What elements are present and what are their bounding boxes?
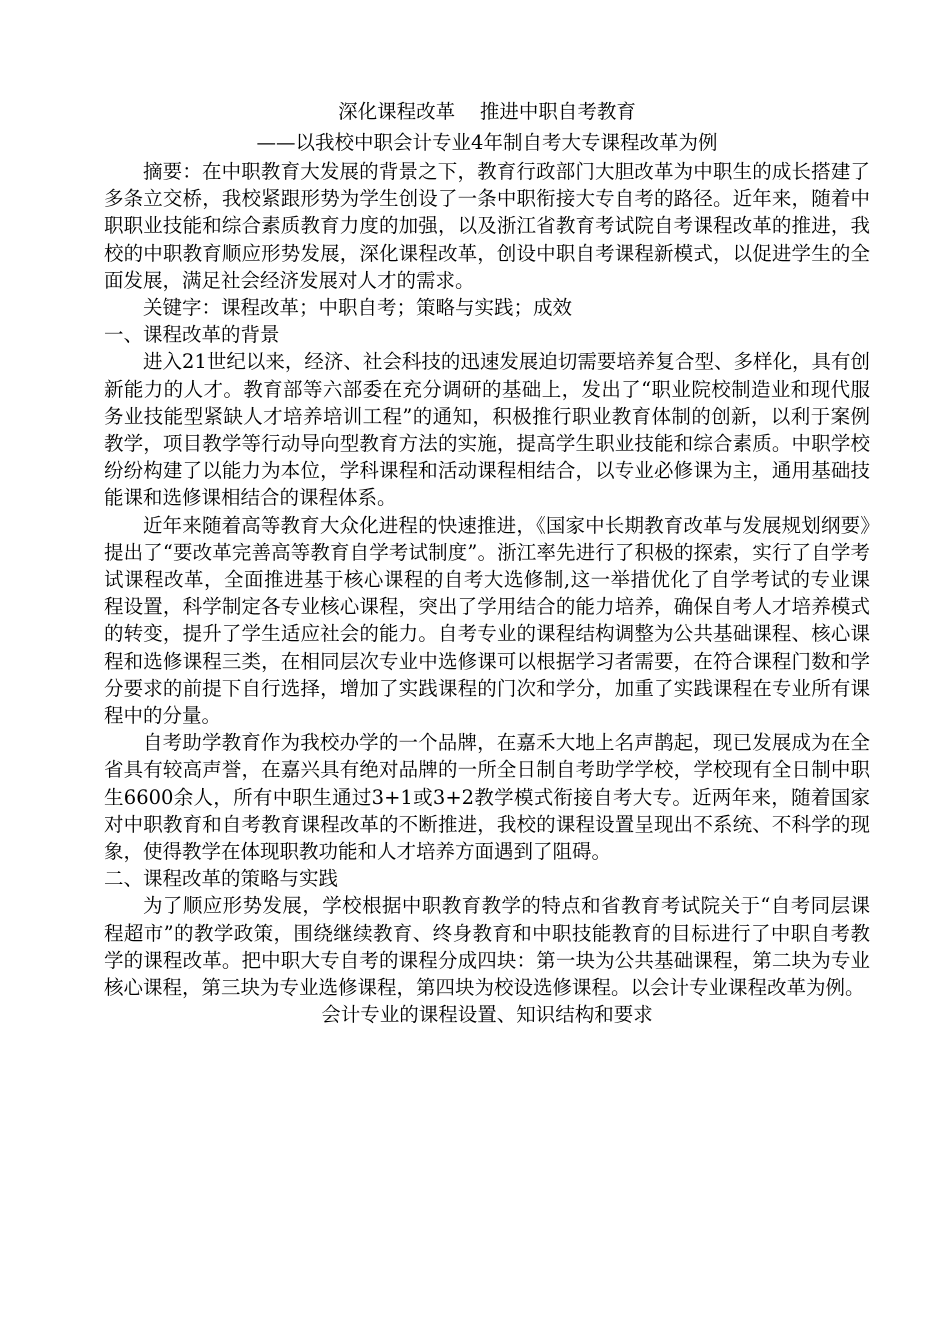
document-title: 深化课程改革 推进中职自考教育 bbox=[338, 100, 636, 123]
table-caption: 会计专业的课程设置、知识结构和要求 bbox=[321, 1003, 653, 1027]
abstract-paragraph: 摘要：在中职教育大发展的背景之下，教育行政部门大胆改革为中职生的成长搭建了多条立交桥，我校紧跟形势为学生创设了一条中职衔接大专自考的路径。近年来，随着中职职业技能和综合素质教育力度的加强，以及浙江省教育考试院自考课程改革的推进，我校的中职教育顺应形势发展，深化课程改革，创设中职自考课程新模式，以促进学生的全面发展，满足社会经济发展对人才的需求。 bbox=[104, 160, 870, 292]
body-paragraph: 进入21世纪以来，经济、社会科技的迅速发展迫切需要培养复合型、多样化，具有创新能力的人才。教育部等六部委在充分调研的基础上，发出了“职业院校制造业和现代服务业技能型紧缺人才培养培训工程”的通知，积极推行职业教育体制的创新，以利于案例教学，项目教学等行动导向型教育方法的实施，提高学生职业技能和综合素质。中职学校纷纷构建了以能力为本位，学科课程和活动课程相结合，以专业必修课为主，通用基础技能课和选修课相结合的课程体系。 bbox=[104, 350, 870, 510]
body-paragraph: 为了顺应形势发展，学校根据中职教育教学的特点和省教育考试院关于“自考同层课程超市”的教学政策，围绕继续教育、终身教育和中职技能教育的目标进行了中职自考教学的课程改革。把中职大专自考的课程分成四块：第一块为公共基础课程，第二块为专业核心课程，第三块为专业选修课程，第四块为校设选修课程。以会计专业课程改革为例。 bbox=[104, 894, 870, 1000]
document-subtitle: ——以我校中职会计专业4年制自考大专课程改革为例 bbox=[256, 131, 718, 154]
section-heading-strategy: 二、课程改革的策略与实践 bbox=[104, 867, 339, 891]
body-paragraph: 自考助学教育作为我校办学的一个品牌，在嘉禾大地上名声鹊起，现已发展成为在全省具有较高声誉，在嘉兴具有绝对品牌的一所全日制自考助学学校，学校现有全日制中职生6600余人，所有中职生通过3+1或3+2教学模式衔接自考大专。近两年来，随着国家对中职教育和自考教育课程改革的不断推进，我校的课程设置呈现出不系统、不科学的现象，使得教学在体现职教功能和人才培养方面遇到了阻碍。 bbox=[104, 731, 870, 864]
keywords-line: 关键字：课程改革；中职自考；策略与实践；成效 bbox=[143, 296, 573, 320]
document-page bbox=[104, 96, 870, 1029]
section-heading-background: 一、课程改革的背景 bbox=[104, 323, 280, 347]
body-paragraph: 近年来随着高等教育大众化进程的快速推进，《国家中长期教育改革与发展规划纲要》提出了“要改革完善高等教育自学考试制度”。浙江率先进行了积极的探索，实行了自学考试课程改革，全面推进基于核心课程的自考大选修制,这一举措优化了自学考试的专业课程设置，科学制定各专业核心课程，突出了学用结合的能力培养，确保自考人才培养模式的转变，提升了学生适应社会的能力。自考专业的课程结构调整为公共基础课程、核心课程和选修课程三类，在相同层次专业中选修课可以根据学习者需要，在符合课程门数和学分要求的前提下自行选择，增加了实践课程的门次和学分，加重了实践课程在专业所有课程中的分量。 bbox=[104, 513, 870, 728]
